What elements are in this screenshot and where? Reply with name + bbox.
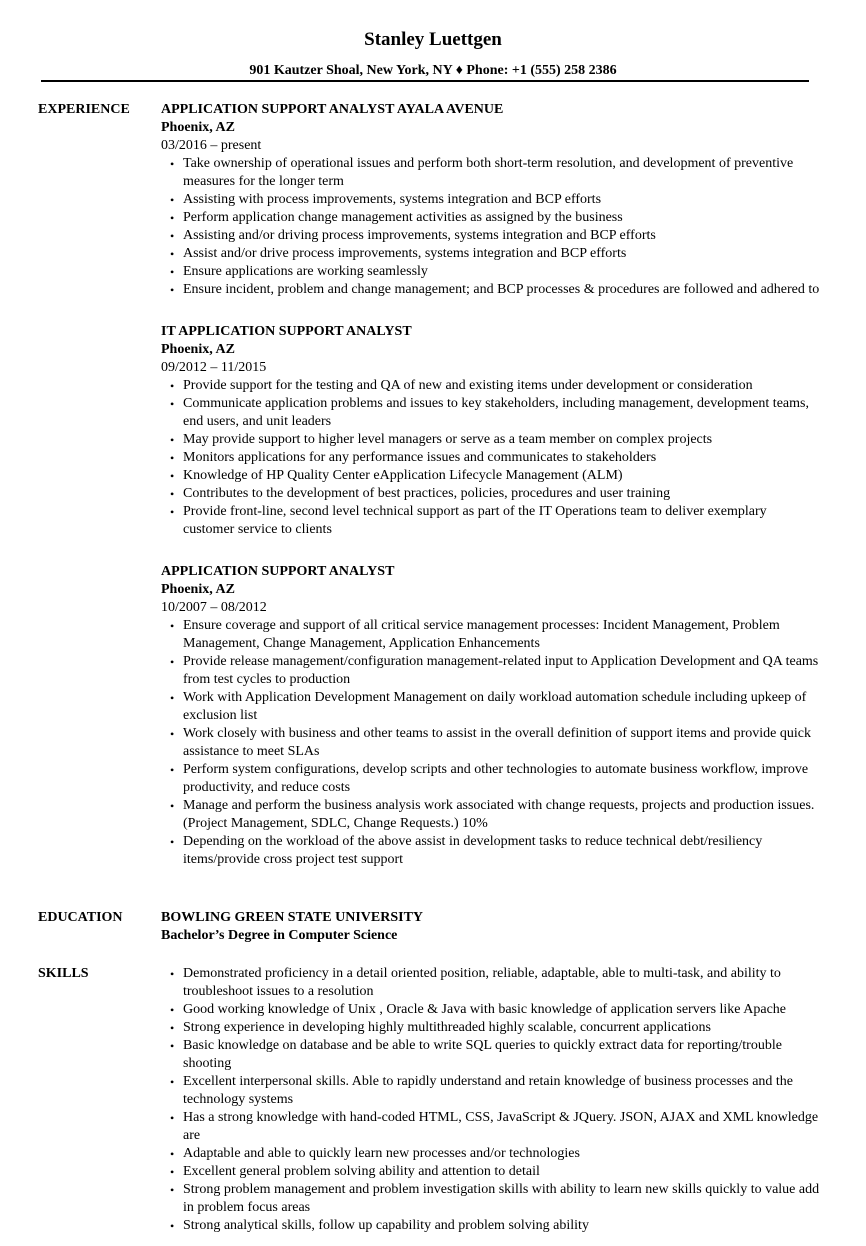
job-location: Phoenix, AZ (161, 582, 235, 597)
job-dates: 03/2016 – present (161, 138, 262, 153)
job-bullet: • Monitors applications for any performance issues and communicates to stakeholders (161, 449, 821, 467)
job-bullet: • Assisting and/or driving process improvements, systems integration and BCP efforts (161, 227, 821, 245)
job-bullet: • Manage and perform the business analysis work associated with change requests, projects and production issues. (Project Management, SDLC, Change Requests.) 10% (161, 797, 821, 833)
candidate-name: Stanley Luettgen (364, 29, 502, 50)
job-title: IT APPLICATION SUPPORT ANALYST (161, 324, 412, 339)
experience-label: EXPERIENCE (38, 102, 130, 117)
job-bullet: • Provide release management/configuration management-related input to Application Development and QA teams from test cycles to production (161, 653, 821, 689)
job-bullets (161, 617, 821, 869)
skill-item: • Good working knowledge of Unix , Oracle & Java with basic knowledge of application servers like Apache (161, 1001, 821, 1019)
degree-name: Bachelor’s Degree in Computer Science (161, 928, 398, 943)
job-bullet: • Contributes to the development of best practices, policies, procedures and user training (161, 485, 821, 503)
skill-item: • Strong problem management and problem investigation skills with ability to learn new skills quickly to value add in problem focus areas (161, 1181, 821, 1217)
job-bullet: • Perform application change management activities as assigned by the business (161, 209, 821, 227)
contact-line: 901 Kautzer Shoal, New York, NY ♦ Phone: +1 (555) 258 2386 (249, 63, 617, 78)
job-location: Phoenix, AZ (161, 120, 235, 135)
job-bullet: • Provide front-line, second level technical support as part of the IT Operations team to deliver exemplary customer service to clients (161, 503, 821, 539)
experience-list (161, 101, 821, 869)
job-bullet: • Ensure incident, problem and change management; and BCP processes & procedures are followed and adhered to (161, 281, 821, 299)
job-dates: 10/2007 – 08/2012 (161, 600, 267, 615)
job-entry (161, 323, 821, 539)
skills-label: SKILLS (38, 966, 89, 981)
skill-item: • Excellent general problem solving ability and attention to detail (161, 1163, 821, 1181)
school-name: BOWLING GREEN STATE UNIVERSITY (161, 910, 424, 925)
job-bullets (161, 155, 821, 299)
skill-item: • Has a strong knowledge with hand-coded HTML, CSS, JavaScript & JQuery. JSON, AJAX and XML knowledge are (161, 1109, 821, 1145)
job-bullet: • Provide support for the testing and QA of new and existing items under development or consideration (161, 377, 821, 395)
skill-item: • Basic knowledge on database and be able to write SQL queries to quickly extract data for reporting/trouble shooting (161, 1037, 821, 1073)
job-bullet: • Ensure applications are working seamlessly (161, 263, 821, 281)
skill-item: • Strong analytical skills, follow up capability and problem solving ability (161, 1217, 821, 1235)
job-bullets (161, 377, 821, 539)
skills-list (161, 965, 821, 1235)
job-bullet: • Perform system configurations, develop scripts and other technologies to automate business workflow, improve productivity, and reduce costs (161, 761, 821, 797)
job-title: APPLICATION SUPPORT ANALYST (161, 564, 395, 579)
job-bullet: • May provide support to higher level managers or serve as a team member on complex projects (161, 431, 821, 449)
job-entry (161, 563, 821, 869)
header-divider (41, 80, 809, 82)
job-bullet: • Assist and/or drive process improvements, systems integration and BCP efforts (161, 245, 821, 263)
job-bullet: • Assisting with process improvements, systems integration and BCP efforts (161, 191, 821, 209)
job-bullet: • Work with Application Development Management on daily workload automation schedule including upkeep of exclusion list (161, 689, 821, 725)
education-label: EDUCATION (38, 910, 123, 925)
skill-item: • Adaptable and able to quickly learn new processes and/or technologies (161, 1145, 821, 1163)
job-bullet: • Ensure coverage and support of all critical service management processes: Incident Management, Problem Management, Change Management, Application Enhancements (161, 617, 821, 653)
job-title: APPLICATION SUPPORT ANALYST AYALA AVENUE (161, 102, 504, 117)
job-bullet: • Knowledge of HP Quality Center eApplication Lifecycle Management (ALM) (161, 467, 821, 485)
skill-item: • Excellent interpersonal skills. Able to rapidly understand and retain knowledge of business processes and the technology systems (161, 1073, 821, 1109)
skill-item: • Strong experience in developing highly multithreaded highly scalable, concurrent applications (161, 1019, 821, 1037)
job-entry (161, 101, 821, 299)
job-dates: 09/2012 – 11/2015 (161, 360, 267, 375)
job-bullet: • Depending on the workload of the above assist in development tasks to reduce technical debt/resiliency items/provide cross project test support (161, 833, 821, 869)
job-location: Phoenix, AZ (161, 342, 235, 357)
job-bullet: • Take ownership of operational issues and perform both short-term resolution, and development of preventive measures for the longer term (161, 155, 821, 191)
skills-body (161, 965, 821, 1235)
job-bullet: • Work closely with business and other teams to assist in the overall definition of support items and provide quick assistance to meet SLAs (161, 725, 821, 761)
skill-item: • Demonstrated proficiency in a detail oriented position, reliable, adaptable, able to multi-task, and ability to troubleshoot issues to a resolution (161, 965, 821, 1001)
education-body (161, 909, 821, 945)
job-bullet: • Communicate application problems and issues to key stakeholders, including management, development teams, end users, and unit leaders (161, 395, 821, 431)
